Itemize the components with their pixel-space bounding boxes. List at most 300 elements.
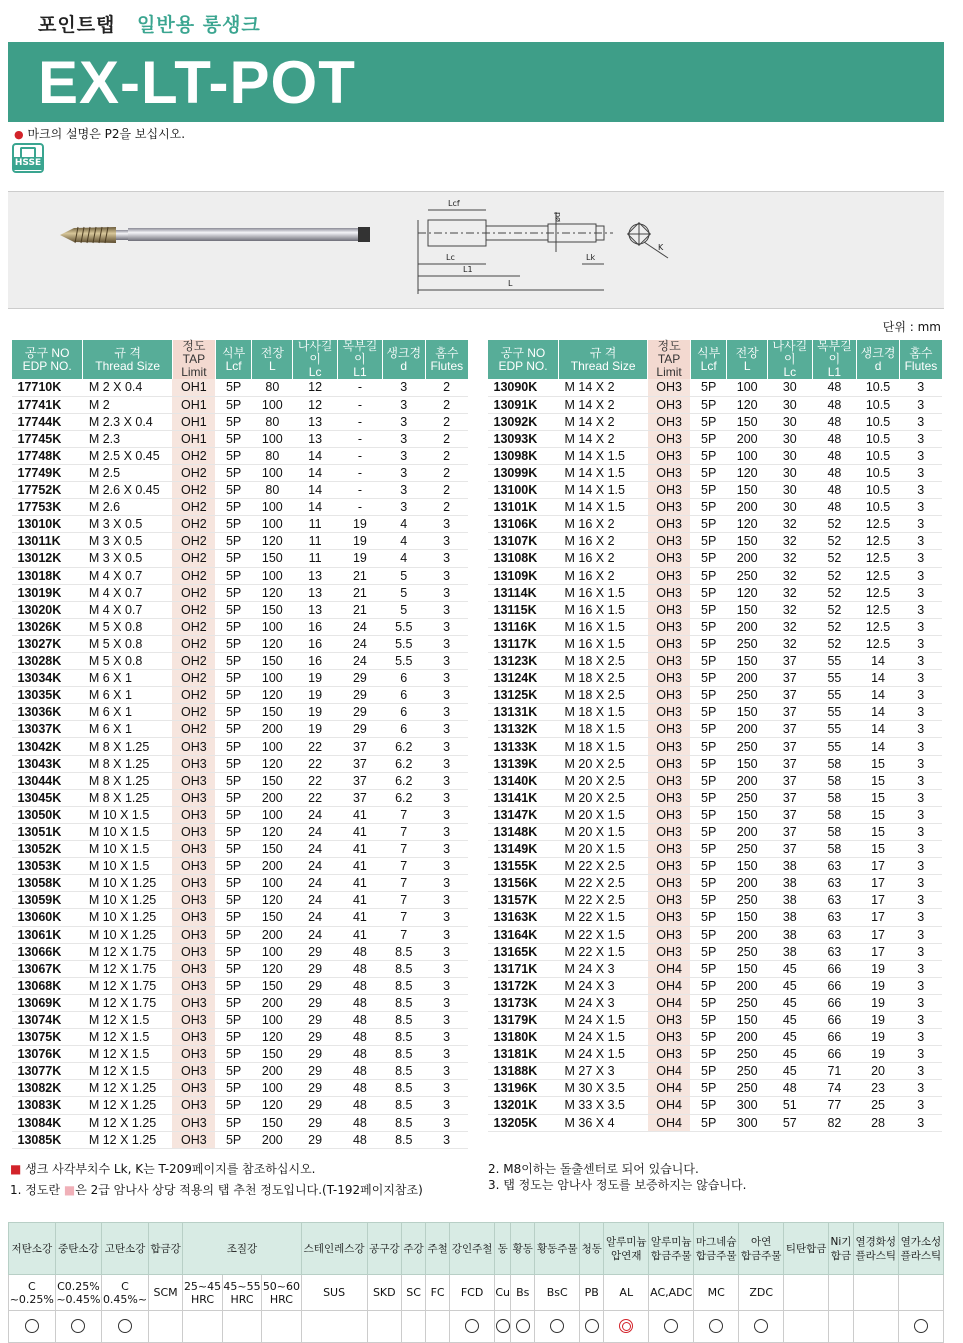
neck-length-cell: 52 <box>812 618 857 635</box>
edp-no-cell: 13053K <box>12 858 83 875</box>
edp-no-cell: 13075K <box>12 1029 83 1046</box>
table-row <box>488 567 943 584</box>
total-length-cell: 120 <box>252 823 293 840</box>
flutes-cell: 3 <box>425 516 468 533</box>
thread-length-cell: 30 <box>767 396 812 413</box>
edp-no-cell: 13083K <box>12 1097 83 1114</box>
thread-length-cell: 29 <box>293 1029 338 1046</box>
flutes-cell: 3 <box>899 704 942 721</box>
neck-length-cell: - <box>338 413 383 430</box>
neck-length-cell: 29 <box>338 721 383 738</box>
neck-length-cell: 55 <box>812 704 857 721</box>
footnote-center: 2. M8이하는 돌출센터로 되어 있습니다. <box>488 1162 699 1176</box>
shank-dia-cell: 6.2 <box>382 772 425 789</box>
material-header: 알루미늄 압연재 <box>604 1223 649 1275</box>
edp-no-cell: 13099K <box>488 464 559 481</box>
suitability-cell <box>580 1311 604 1343</box>
table-row <box>12 960 469 977</box>
neck-length-cell: 24 <box>338 653 383 670</box>
neck-length-cell: 24 <box>338 618 383 635</box>
neck-length-cell: 58 <box>812 789 857 806</box>
neck-length-cell: - <box>338 464 383 481</box>
material-header: 열가소성 플라스틱 <box>898 1223 943 1275</box>
table-row <box>488 1097 943 1114</box>
neck-length-cell: 52 <box>812 567 857 584</box>
edp-no-cell: 13076K <box>12 1046 83 1063</box>
col-lc: 나사길이 Lc <box>293 340 338 379</box>
flutes-cell: 3 <box>899 670 942 687</box>
total-length-cell: 150 <box>727 704 768 721</box>
suitability-cell <box>898 1311 943 1343</box>
neck-length-cell: 77 <box>812 1097 857 1114</box>
col-edp: 공구 NO EDP NO. <box>488 340 559 379</box>
tap-limit-cell: OH2 <box>172 721 215 738</box>
flutes-cell: 3 <box>425 875 468 892</box>
material-header: 황동주물 <box>535 1223 580 1275</box>
edp-no-cell: 13067K <box>12 960 83 977</box>
lcf-cell: 5P <box>690 1097 727 1114</box>
col-edp: 공구 NO EDP NO. <box>12 340 83 379</box>
flutes-cell: 3 <box>425 1131 468 1148</box>
flutes-cell: 3 <box>425 584 468 601</box>
neck-length-cell: 66 <box>812 960 857 977</box>
suitability-cell <box>426 1311 450 1343</box>
shank-dia-cell: 10.5 <box>857 464 900 481</box>
thread-size-cell: M 20 X 2.5 <box>559 772 648 789</box>
edp-no-cell: 13140K <box>488 772 559 789</box>
lcf-cell: 5P <box>215 379 252 396</box>
total-length-cell: 150 <box>252 704 293 721</box>
tap-limit-cell: OH2 <box>172 516 215 533</box>
tap-limit-cell: OH1 <box>172 379 215 396</box>
shank-dia-cell: 8.5 <box>382 977 425 994</box>
table-row <box>488 943 943 960</box>
neck-length-cell: - <box>338 499 383 516</box>
tap-limit-cell: OH3 <box>172 755 215 772</box>
neck-length-cell: 48 <box>812 482 857 499</box>
thread-length-cell: 24 <box>293 909 338 926</box>
lcf-cell: 5P <box>215 1114 252 1131</box>
lcf-cell: 5P <box>690 1114 727 1131</box>
thread-size-cell: M 14 X 1.5 <box>559 464 648 481</box>
tap-limit-cell: OH4 <box>648 960 691 977</box>
shank-dia-cell: 15 <box>857 755 900 772</box>
dim-lc: Lc <box>446 253 455 262</box>
tap-limit-cell: OH3 <box>648 858 691 875</box>
material-code: FCD <box>450 1275 495 1311</box>
lcf-cell: 5P <box>690 789 727 806</box>
thread-length-cell: 13 <box>293 601 338 618</box>
neck-length-cell: 48 <box>812 499 857 516</box>
thread-size-cell: M 10 X 1.25 <box>83 909 173 926</box>
tap-limit-cell: OH3 <box>172 789 215 806</box>
material-header: 주강 <box>402 1223 426 1275</box>
neck-length-cell: 48 <box>338 1131 383 1148</box>
neck-length-cell: 63 <box>812 926 857 943</box>
thread-size-cell: M 14 X 1.5 <box>559 447 648 464</box>
table-row <box>488 909 943 926</box>
total-length-cell: 120 <box>727 516 768 533</box>
total-length-cell: 100 <box>252 516 293 533</box>
neck-length-cell: 48 <box>338 1046 383 1063</box>
shank-dia-cell: 17 <box>857 926 900 943</box>
thread-size-cell: M 18 X 2.5 <box>559 687 648 704</box>
thread-length-cell: 29 <box>293 1046 338 1063</box>
neck-length-cell: - <box>338 379 383 396</box>
shank-dia-cell: 10.5 <box>857 447 900 464</box>
total-length-cell: 120 <box>252 960 293 977</box>
neck-length-cell: 55 <box>812 687 857 704</box>
edp-no-cell: 13148K <box>488 823 559 840</box>
tap-limit-cell: OH3 <box>648 396 691 413</box>
table-row <box>488 601 943 618</box>
total-length-cell: 200 <box>727 977 768 994</box>
neck-length-cell: 58 <box>812 806 857 823</box>
edp-no-cell: 13066K <box>12 943 83 960</box>
shank-dia-cell: 10.5 <box>857 430 900 447</box>
shank-dia-cell: 19 <box>857 994 900 1011</box>
shank-dia-cell: 8.5 <box>382 1046 425 1063</box>
total-length-cell: 150 <box>252 601 293 618</box>
total-length-cell: 120 <box>727 584 768 601</box>
table-row <box>12 909 469 926</box>
tap-limit-cell: OH3 <box>648 464 691 481</box>
shank-dia-cell: 12.5 <box>857 618 900 635</box>
edp-no-cell: 13125K <box>488 687 559 704</box>
table-row <box>12 396 469 413</box>
thread-length-cell: 38 <box>767 943 812 960</box>
flutes-cell: 3 <box>899 806 942 823</box>
edp-no-cell: 17744K <box>12 413 83 430</box>
edp-no-cell: 13179K <box>488 1011 559 1028</box>
neck-length-cell: 58 <box>812 755 857 772</box>
total-length-cell: 150 <box>252 653 293 670</box>
edp-no-cell: 13205K <box>488 1114 559 1131</box>
tap-limit-cell: OH2 <box>172 567 215 584</box>
footnote-text: 은 2급 암나사 상당 적용의 탭 추천 정도입니다.(T-192페이지참조) <box>75 1183 423 1197</box>
suitability-cell <box>9 1311 56 1343</box>
col-size: 규 격 Thread Size <box>83 340 173 379</box>
edp-no-cell: 13172K <box>488 977 559 994</box>
tap-limit-cell: OH1 <box>172 430 215 447</box>
thread-length-cell: 16 <box>293 653 338 670</box>
total-length-cell: 100 <box>252 618 293 635</box>
edp-no-cell: 13034K <box>12 670 83 687</box>
edp-no-cell: 13116K <box>488 618 559 635</box>
tap-limit-cell: OH3 <box>648 789 691 806</box>
thread-size-cell: M 16 X 1.5 <box>559 618 648 635</box>
tap-limit-cell: OH3 <box>648 943 691 960</box>
thread-size-cell: M 12 X 1.75 <box>83 994 173 1011</box>
lcf-cell: 5P <box>690 601 727 618</box>
total-length-cell: 200 <box>252 926 293 943</box>
thread-size-cell: M 16 X 2 <box>559 533 648 550</box>
suitability-cell <box>853 1311 898 1343</box>
material-code-row <box>9 1275 944 1311</box>
tap-limit-cell: OH3 <box>648 635 691 652</box>
col-tap: 정도 TAP Limit <box>648 340 691 379</box>
thread-length-cell: 37 <box>767 653 812 670</box>
neck-length-cell: 48 <box>338 1114 383 1131</box>
flutes-cell: 3 <box>899 1080 942 1097</box>
total-length-cell: 150 <box>252 977 293 994</box>
total-length-cell: 150 <box>727 909 768 926</box>
edp-no-cell: 13117K <box>488 635 559 652</box>
material-code: BsC <box>535 1275 580 1311</box>
thread-size-cell: M 24 X 3 <box>559 994 648 1011</box>
neck-length-cell: 71 <box>812 1063 857 1080</box>
total-length-cell: 100 <box>252 396 293 413</box>
table-row <box>488 977 943 994</box>
shank-dia-cell: 3 <box>382 499 425 516</box>
neck-length-cell: 41 <box>338 858 383 875</box>
thread-size-cell: M 18 X 1.5 <box>559 704 648 721</box>
material-header: 알루미늄 합금주물 <box>649 1223 694 1275</box>
thread-size-cell: M 36 X 4 <box>559 1114 648 1131</box>
hsse-label: HSSE <box>14 158 42 168</box>
tap-limit-cell: OH3 <box>648 516 691 533</box>
material-code: MC <box>694 1275 739 1311</box>
flutes-cell: 3 <box>425 704 468 721</box>
total-length-cell: 150 <box>727 1011 768 1028</box>
table-row <box>12 1063 469 1080</box>
shank-dia-cell: 19 <box>857 1029 900 1046</box>
thread-length-cell: 29 <box>293 1063 338 1080</box>
thread-size-cell: M 22 X 2.5 <box>559 875 648 892</box>
shank-dia-cell: 12.5 <box>857 533 900 550</box>
suitability-cell <box>262 1311 301 1343</box>
table-row <box>12 704 469 721</box>
lcf-cell: 5P <box>690 430 727 447</box>
shank-dia-cell: 15 <box>857 806 900 823</box>
shank-dia-cell: 20 <box>857 1063 900 1080</box>
lcf-cell: 5P <box>215 823 252 840</box>
lcf-cell: 5P <box>215 789 252 806</box>
thread-size-cell: M 2.6 X 0.45 <box>83 482 173 499</box>
total-length-cell: 200 <box>252 789 293 806</box>
shank-dia-cell: 12.5 <box>857 584 900 601</box>
table-row <box>12 892 469 909</box>
suitable-circle-icon <box>664 1319 678 1333</box>
shank-dia-cell: 5 <box>382 584 425 601</box>
flutes-cell: 3 <box>425 806 468 823</box>
total-length-cell: 120 <box>252 635 293 652</box>
thread-size-cell: M 2 X 0.4 <box>83 379 173 396</box>
shank-dia-cell: 3 <box>382 413 425 430</box>
table-row <box>12 567 469 584</box>
table-row <box>12 858 469 875</box>
shank-dia-cell: 7 <box>382 875 425 892</box>
lcf-cell: 5P <box>215 841 252 858</box>
lcf-cell: 5P <box>690 464 727 481</box>
tap-limit-cell: OH2 <box>172 482 215 499</box>
col-flutes: 홈수 Flutes <box>899 340 942 379</box>
thread-length-cell: 37 <box>767 687 812 704</box>
thread-size-cell: M 12 X 1.5 <box>83 1029 173 1046</box>
flutes-cell: 2 <box>425 447 468 464</box>
table-row <box>488 823 943 840</box>
shank-dia-cell: 6 <box>382 721 425 738</box>
tap-limit-cell: OH3 <box>172 738 215 755</box>
total-length-cell: 150 <box>252 1114 293 1131</box>
tap-limit-cell: OH3 <box>648 618 691 635</box>
shank-dia-cell: 28 <box>857 1114 900 1131</box>
edp-no-cell: 13196K <box>488 1080 559 1097</box>
dim-d: ød <box>553 212 562 222</box>
shank-dia-cell: 8.5 <box>382 1080 425 1097</box>
total-length-cell: 250 <box>727 789 768 806</box>
tap-limit-cell: OH3 <box>172 1029 215 1046</box>
lcf-cell: 5P <box>690 1046 727 1063</box>
thread-length-cell: 29 <box>293 1097 338 1114</box>
tap-limit-cell: OH3 <box>172 1046 215 1063</box>
edp-no-cell: 13165K <box>488 943 559 960</box>
neck-length-cell: 52 <box>812 635 857 652</box>
col-size: 규 격 Thread Size <box>559 340 648 379</box>
flutes-cell: 3 <box>899 926 942 943</box>
lcf-cell: 5P <box>690 738 727 755</box>
lcf-cell: 5P <box>215 875 252 892</box>
tap-limit-cell: OH3 <box>648 823 691 840</box>
table-row <box>12 943 469 960</box>
edp-no-cell: 13084K <box>12 1114 83 1131</box>
suitability-cell <box>222 1311 261 1343</box>
tap-limit-cell: OH3 <box>648 909 691 926</box>
edp-no-cell: 13098K <box>488 447 559 464</box>
lcf-cell: 5P <box>690 379 727 396</box>
neck-length-cell: 66 <box>812 1046 857 1063</box>
suitability-cell <box>604 1311 649 1343</box>
total-length-cell: 150 <box>727 806 768 823</box>
material-header: 주철 <box>426 1223 450 1275</box>
neck-length-cell: 41 <box>338 841 383 858</box>
edp-no-cell: 13077K <box>12 1063 83 1080</box>
table-row <box>12 926 469 943</box>
table-row <box>488 1029 943 1046</box>
flutes-cell: 3 <box>899 755 942 772</box>
shank-dia-cell: 12.5 <box>857 516 900 533</box>
tap-limit-cell: OH3 <box>172 1097 215 1114</box>
lcf-cell: 5P <box>215 858 252 875</box>
dim-lk: Lk <box>586 253 596 262</box>
table-row <box>488 1080 943 1097</box>
thread-size-cell: M 2.5 X 0.45 <box>83 447 173 464</box>
shank-dia-cell: 6 <box>382 687 425 704</box>
suitable-circle-icon <box>516 1319 530 1333</box>
table-row <box>12 1131 469 1148</box>
thread-length-cell: 11 <box>293 550 338 567</box>
flutes-cell: 3 <box>899 772 942 789</box>
neck-length-cell: 48 <box>338 1097 383 1114</box>
thread-length-cell: 24 <box>293 892 338 909</box>
suitable-circle-icon <box>25 1319 39 1333</box>
suitability-cell <box>495 1311 511 1343</box>
thread-size-cell: M 3 X 0.5 <box>83 533 173 550</box>
edp-no-cell: 13155K <box>488 858 559 875</box>
shank-dia-cell: 6 <box>382 670 425 687</box>
thread-length-cell: 24 <box>293 841 338 858</box>
material-code: 50~60 HRC <box>262 1275 301 1311</box>
neck-length-cell: 74 <box>812 1080 857 1097</box>
neck-length-cell: - <box>338 482 383 499</box>
total-length-cell: 100 <box>252 806 293 823</box>
neck-length-cell: 48 <box>338 943 383 960</box>
table-row <box>12 1114 469 1131</box>
table-row <box>12 533 469 550</box>
shank-dia-cell: 3 <box>382 464 425 481</box>
neck-length-cell: 55 <box>812 738 857 755</box>
thread-size-cell: M 8 X 1.25 <box>83 755 173 772</box>
thread-length-cell: 29 <box>293 1011 338 1028</box>
tap-limit-cell: OH2 <box>172 670 215 687</box>
thread-size-cell: M 22 X 1.5 <box>559 943 648 960</box>
thread-length-cell: 13 <box>293 584 338 601</box>
table-header-row <box>488 340 943 379</box>
neck-length-cell: 48 <box>338 1080 383 1097</box>
thread-size-cell: M 10 X 1.25 <box>83 926 173 943</box>
table-row <box>488 1011 943 1028</box>
table-row <box>488 379 943 396</box>
shank-dia-cell: 19 <box>857 977 900 994</box>
edp-no-cell: 13035K <box>12 687 83 704</box>
neck-length-cell: - <box>338 430 383 447</box>
suitability-cell <box>367 1311 402 1343</box>
edp-no-cell: 13106K <box>488 516 559 533</box>
suitable-circle-icon <box>550 1319 564 1333</box>
edp-no-cell: 13061K <box>12 926 83 943</box>
thread-length-cell: 30 <box>767 413 812 430</box>
table-row <box>488 755 943 772</box>
total-length-cell: 150 <box>727 960 768 977</box>
shank-dia-cell: 15 <box>857 841 900 858</box>
total-length-cell: 150 <box>727 653 768 670</box>
tap-limit-cell: OH3 <box>648 738 691 755</box>
lcf-cell: 5P <box>215 926 252 943</box>
flutes-cell: 3 <box>425 943 468 960</box>
neck-length-cell: 41 <box>338 909 383 926</box>
table-row <box>12 379 469 396</box>
table-row <box>12 1080 469 1097</box>
thread-length-cell: 38 <box>767 926 812 943</box>
tap-limit-cell: OH3 <box>648 721 691 738</box>
flutes-cell: 2 <box>425 430 468 447</box>
neck-length-cell: 48 <box>812 396 857 413</box>
table-row <box>12 738 469 755</box>
material-header: 황동 <box>511 1223 535 1275</box>
flutes-cell: 3 <box>425 960 468 977</box>
edp-no-cell: 13108K <box>488 550 559 567</box>
lcf-cell: 5P <box>215 601 252 618</box>
lcf-cell: 5P <box>215 413 252 430</box>
table-row <box>12 823 469 840</box>
thread-length-cell: 19 <box>293 704 338 721</box>
tap-limit-cell: OH3 <box>648 687 691 704</box>
material-code: AC,ADC <box>649 1275 694 1311</box>
tap-limit-cell: OH2 <box>172 687 215 704</box>
flutes-cell: 3 <box>425 550 468 567</box>
table-row <box>12 977 469 994</box>
total-length-cell: 200 <box>727 430 768 447</box>
shank-dia-cell: 4 <box>382 550 425 567</box>
tap-limit-cell: OH3 <box>648 584 691 601</box>
table-row <box>12 841 469 858</box>
neck-length-cell: 63 <box>812 909 857 926</box>
flutes-cell: 3 <box>899 430 942 447</box>
thread-size-cell: M 10 X 1.25 <box>83 875 173 892</box>
tap-limit-cell: OH3 <box>648 550 691 567</box>
neck-length-cell: 29 <box>338 687 383 704</box>
tap-drawing <box>8 192 944 310</box>
